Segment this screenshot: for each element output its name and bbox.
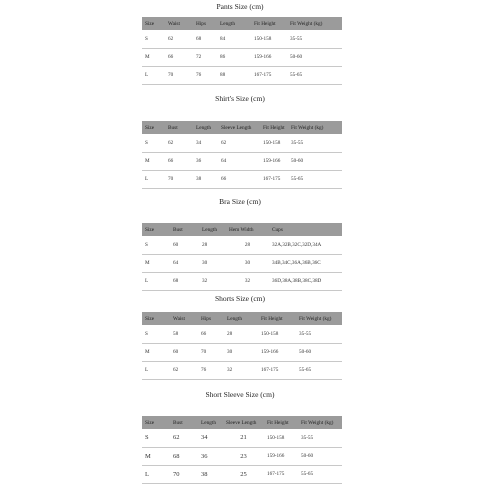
table-cell: 159-166 <box>267 453 285 459</box>
table-cell: 55-65 <box>291 176 304 182</box>
header-cell: Length <box>202 226 218 233</box>
table-cell: 159-166 <box>261 349 279 355</box>
table-cell: 66 <box>221 176 227 182</box>
table-cell: 68 <box>196 35 202 42</box>
table-cell: 150-158 <box>267 434 285 441</box>
table-cell: M <box>145 54 150 60</box>
table-cell: 32 <box>227 367 233 373</box>
table-cell: 30 <box>244 260 251 266</box>
table-row <box>142 170 342 188</box>
table-cell: 60 <box>173 349 179 355</box>
table-cell: 28 <box>244 241 251 248</box>
table-cell: S <box>145 330 148 337</box>
table-cell: 55-65 <box>290 72 303 78</box>
table-row <box>142 30 342 48</box>
table-cell: 35-55 <box>299 330 312 337</box>
table-cell: M <box>145 349 150 355</box>
table-row <box>142 361 342 379</box>
table-cell: 34B,34C,36A,36B,36C <box>272 260 321 266</box>
table-cell: 34 <box>201 434 208 442</box>
table-cell: 62 <box>221 139 227 146</box>
table-cell: 23 <box>240 452 247 460</box>
pants-size-table <box>142 17 342 85</box>
header-cell: Length <box>227 315 243 322</box>
table-cell: 88 <box>220 72 226 78</box>
table-cell: L <box>145 470 149 478</box>
header-cell: Hem Width <box>229 226 254 233</box>
header-cell: Waist <box>168 20 180 27</box>
table-header-row <box>142 223 342 236</box>
header-cell: Size <box>145 124 155 131</box>
short-sleeve-size-table <box>142 416 342 484</box>
table-cell: 76 <box>201 367 207 373</box>
table-header-row <box>142 121 342 134</box>
pants-size-title: Pants Size (cm) <box>216 2 264 11</box>
header-cell: Fit Height <box>263 124 285 131</box>
header-cell: Fit Height <box>254 20 276 27</box>
table-cell: 32A,32B,32C,32D,34A <box>272 241 322 248</box>
table-cell: 68 <box>173 278 179 284</box>
table-row <box>142 272 342 290</box>
table-cell: S <box>145 139 148 146</box>
table-cell: 150-158 <box>261 330 279 337</box>
table-cell: 66 <box>168 54 174 60</box>
shirts-size-title: Shirt's Size (cm) <box>215 94 265 103</box>
table-cell: 21 <box>240 434 247 442</box>
table-cell: 64 <box>173 260 179 266</box>
table-cell: 68 <box>173 452 180 460</box>
table-cell: 167-175 <box>254 72 272 78</box>
table-cell: 159-166 <box>254 54 272 60</box>
shorts-size-table <box>142 312 342 380</box>
header-cell: Size <box>145 419 155 426</box>
header-cell: Fit Weight (kg) <box>299 315 332 322</box>
table-cell: S <box>145 241 148 248</box>
header-cell: Hips <box>201 315 212 322</box>
table-cell: 159-166 <box>263 158 281 164</box>
table-cell: 38 <box>196 176 202 182</box>
table-cell: 70 <box>201 349 207 355</box>
header-cell: Size <box>145 315 155 322</box>
header-cell: Bust <box>173 226 183 233</box>
table-cell: 30 <box>227 349 233 355</box>
header-cell: Fit Weight (kg) <box>301 419 334 426</box>
table-cell: 62 <box>168 139 174 146</box>
table-cell: 36D,38A,38B,38C,38D <box>272 278 322 284</box>
table-header-row <box>142 416 342 429</box>
table-cell: 84 <box>220 35 226 42</box>
table-cell: 55-65 <box>301 471 314 477</box>
table-cell: L <box>145 72 149 78</box>
table-cell: L <box>145 278 149 284</box>
table-cell: 66 <box>168 158 174 164</box>
table-cell: M <box>145 452 151 460</box>
table-cell: 55-65 <box>299 367 312 373</box>
table-row <box>142 152 342 170</box>
table-cell: 38 <box>201 470 208 478</box>
table-cell: 70 <box>173 470 180 478</box>
table-cell: 25 <box>240 470 247 478</box>
header-cell: Size <box>145 226 155 233</box>
table-cell: 66 <box>201 330 207 337</box>
header-cell: Bust <box>173 419 183 426</box>
header-cell: Waist <box>173 315 185 322</box>
bra-size-table <box>142 223 342 291</box>
table-cell: M <box>145 260 150 266</box>
header-cell: Hips <box>196 20 207 27</box>
table-row <box>142 66 342 84</box>
table-row <box>142 325 342 343</box>
table-cell: 167-175 <box>261 367 279 373</box>
header-cell: Size <box>145 20 155 27</box>
table-cell: 62 <box>168 35 174 42</box>
table-cell: 167-175 <box>267 471 285 477</box>
header-cell: Length <box>220 20 236 27</box>
table-cell: 35-55 <box>290 35 303 42</box>
table-cell: S <box>145 434 149 442</box>
table-cell: 32 <box>202 278 208 284</box>
table-cell: 72 <box>196 54 202 60</box>
table-cell: 36 <box>196 158 202 164</box>
table-cell: 28 <box>202 241 208 248</box>
table-cell: 86 <box>220 54 226 60</box>
table-cell: 50-60 <box>299 349 312 355</box>
table-row <box>142 465 342 483</box>
header-cell: Fit Weight (kg) <box>291 124 324 131</box>
short-sleeve-size-title: Short Sleeve Size (cm) <box>205 390 275 399</box>
table-cell: 50-60 <box>301 453 314 459</box>
table-row <box>142 48 342 66</box>
table-cell: 50-60 <box>290 54 303 60</box>
table-row <box>142 254 342 272</box>
header-cell: Fit Weight (kg) <box>290 20 323 27</box>
header-cell: Sleeve Length <box>226 419 257 426</box>
table-cell: 32 <box>244 278 251 284</box>
table-row <box>142 134 342 152</box>
table-cell: 60 <box>173 241 179 248</box>
shorts-size-title: Shorts Size (cm) <box>215 294 265 303</box>
table-cell: 35-55 <box>291 139 304 146</box>
header-cell: Sleeve Length <box>221 124 252 131</box>
table-cell: 70 <box>168 176 174 182</box>
table-cell: 70 <box>168 72 174 78</box>
table-cell: 150-158 <box>254 35 272 42</box>
table-cell: S <box>145 35 148 42</box>
table-row <box>142 236 342 254</box>
header-cell: Fit Height <box>261 315 283 322</box>
table-cell: 150-158 <box>263 139 281 146</box>
bra-size-title: Bra Size (cm) <box>219 197 261 206</box>
table-cell: 58 <box>173 330 179 337</box>
table-cell: 35-55 <box>301 434 314 441</box>
table-header-row <box>142 312 342 325</box>
table-cell: M <box>145 158 150 164</box>
table-row <box>142 429 342 447</box>
table-cell: L <box>145 176 149 182</box>
table-cell: 34 <box>196 139 202 146</box>
shirts-size-table <box>142 121 342 189</box>
table-row <box>142 447 342 465</box>
table-cell: 167-175 <box>263 176 281 182</box>
table-header-row <box>142 17 342 30</box>
table-cell: 28 <box>227 330 233 337</box>
table-cell: 76 <box>196 72 202 78</box>
header-cell: Length <box>196 124 212 131</box>
table-cell: 30 <box>202 260 208 266</box>
header-cell: Fit Height <box>267 419 289 426</box>
header-cell: Length <box>201 419 217 426</box>
table-cell: 62 <box>173 434 180 442</box>
header-cell: Bust <box>168 124 178 131</box>
table-cell: 36 <box>201 452 208 460</box>
table-row <box>142 343 342 361</box>
table-cell: 62 <box>173 367 179 373</box>
table-cell: 64 <box>221 158 227 164</box>
table-cell: L <box>145 367 149 373</box>
header-cell: Cups <box>272 226 283 233</box>
table-cell: 50-60 <box>291 158 304 164</box>
